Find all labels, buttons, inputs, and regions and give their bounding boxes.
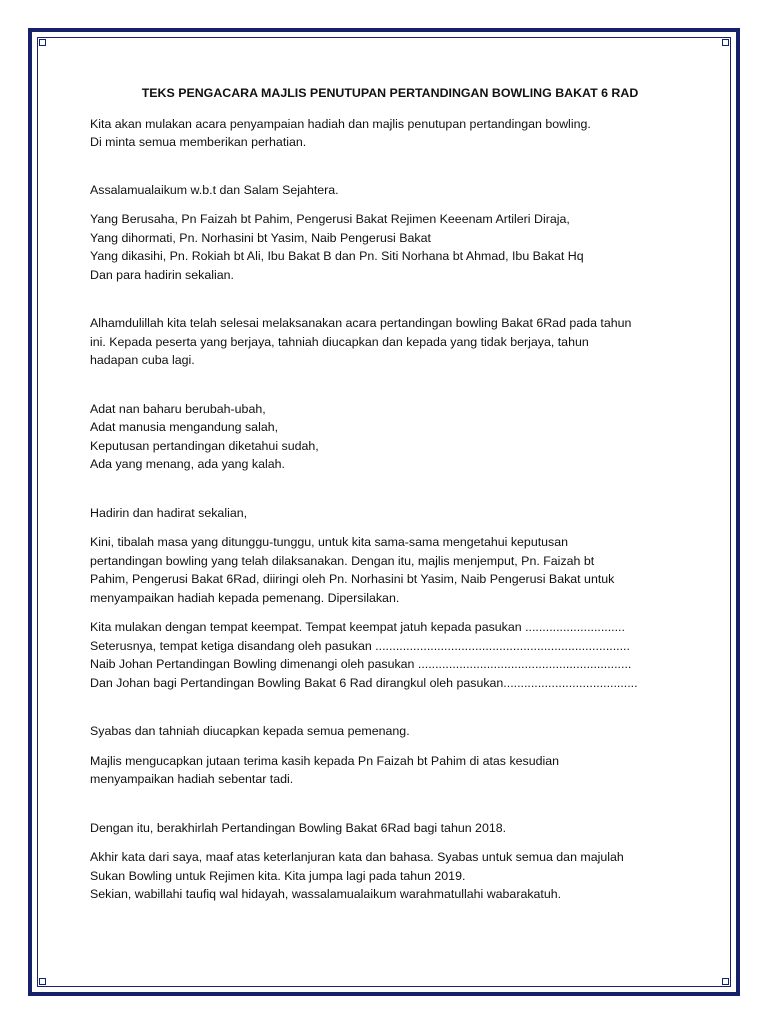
border-corner-top-left (39, 39, 46, 46)
hadirin-line: Hadirin dan hadirat sekalian, (90, 505, 248, 520)
pantun-line: Adat nan baharu berubah-ubah, (90, 401, 266, 416)
border-corner-top-right (722, 39, 729, 46)
thanks-line: menyampaikan hadiah sebentar tadi. (90, 772, 294, 786)
result-line-runner-up: Naib Johan Pertandingan Bowling dimenangi oleh pasukan .............................................................. (90, 657, 632, 671)
alhamdulillah-line: hadapan cuba lagi. (90, 353, 195, 367)
pantun-verse (90, 400, 690, 474)
alhamdulillah-line: Alhamdulillah kita telah selesai melaksanakan acara pertandingan bowling Bakat 6Rad pada tahun (90, 316, 632, 330)
closing-line: Sekian, wabillahi taufiq wal hidayah, wassalamualaikum warahmatullahi wabarakatuh. (90, 887, 562, 901)
thanks-paragraph (90, 752, 690, 789)
ending-paragraph (90, 819, 690, 838)
congrats-paragraph (90, 722, 690, 741)
pantun-line: Adat manusia mengandung salah, (90, 420, 279, 434)
hadirin-paragraph (90, 504, 690, 523)
border-corner-bottom-right (722, 978, 729, 985)
closing-line: Akhir kata dari saya, maaf atas keterlanjuran kata dan bahasa. Syabas untuk semua dan majulah (90, 850, 624, 864)
result-line-champion: Dan Johan bagi Pertandingan Bowling Bakat 6 Rad dirangkul oleh pasukan....................................... (90, 675, 638, 690)
result-line-third: Seterusnya, tempat ketiga disandang oleh pasukan .......................................................................... (90, 638, 630, 653)
invitation-line: Pahim, Pengerusi Bakat 6Rad, diiringi oleh Pn. Norhasini bt Yasim, Naib Pengerusi Bakat untuk (90, 572, 615, 586)
document-body (90, 84, 690, 904)
thanks-line: Majlis mengucapkan jutaan terima kasih kepada Pn Faizah bt Pahim di atas kesudian (90, 753, 560, 768)
invitation-paragraph (90, 533, 690, 607)
salutation-line: Yang Berusaha, Pn Faizah bt Pahim, Pengerusi Bakat Rejimen Keeenam Artileri Diraja, (90, 212, 570, 226)
invitation-line: menyampaikan hadiah kepada pemenang. Dipersilakan. (90, 590, 400, 605)
invitation-line: pertandingan bowling yang telah dilaksanakan. Dengan itu, majlis menjemput, Pn. Faizah bt (90, 553, 595, 568)
closing-line: Sukan Bowling untuk Rejimen kita. Kita jumpa lagi pada tahun 2019. (90, 868, 466, 883)
border-corner-bottom-left (39, 978, 46, 985)
greeting-paragraph (90, 181, 690, 200)
greeting-line: Assalamualaikum w.b.t dan Salam Sejahtera. (90, 182, 339, 197)
salutations-paragraph (90, 210, 690, 284)
salutation-line: Yang dihormati, Pn. Norhasini bt Yasim, Naib Pengerusi Bakat (90, 230, 431, 245)
intro-paragraph (90, 115, 690, 152)
salutation-line: Dan para hadirin sekalian. (90, 267, 234, 282)
pantun-line: Keputusan pertandingan diketahui sudah, (90, 438, 319, 453)
salutation-line: Yang dikasihi, Pn. Rokiah bt Ali, Ibu Bakat B dan Pn. Siti Norhana bt Ahmad, Ibu Bakat Hq (90, 249, 584, 263)
alhamdulillah-line: ini. Kepada peserta yang berjaya, tahniah diucapkan dan kepada yang tidak berjaya, tahun (90, 334, 589, 349)
intro-line: Kita akan mulakan acara penyampaian hadiah dan majlis penutupan pertandingan bowling. (90, 116, 591, 131)
pantun-line: Ada yang menang, ada yang kalah. (90, 457, 285, 471)
closing-paragraph (90, 848, 690, 904)
result-line-fourth: Kita mulakan dengan tempat keempat. Tempat keempat jatuh kepada pasukan ............................. (90, 620, 625, 634)
ending-line: Dengan itu, berakhirlah Pertandingan Bowling Bakat 6Rad bagi tahun 2018. (90, 820, 507, 835)
alhamdulillah-paragraph (90, 314, 690, 370)
invitation-line: Kini, tibalah masa yang ditunggu-tunggu, untuk kita sama-sama mengetahui keputusan (90, 535, 569, 549)
document-title: TEKS PENGACARA MAJLIS PENUTUPAN PERTANDINGAN BOWLING BAKAT 6 RAD (141, 86, 639, 100)
congrats-line: Syabas dan tahniah diucapkan kepada semua pemenang. (90, 724, 410, 738)
results-paragraph (90, 618, 690, 692)
intro-line: Di minta semua memberikan perhatian. (90, 135, 307, 149)
